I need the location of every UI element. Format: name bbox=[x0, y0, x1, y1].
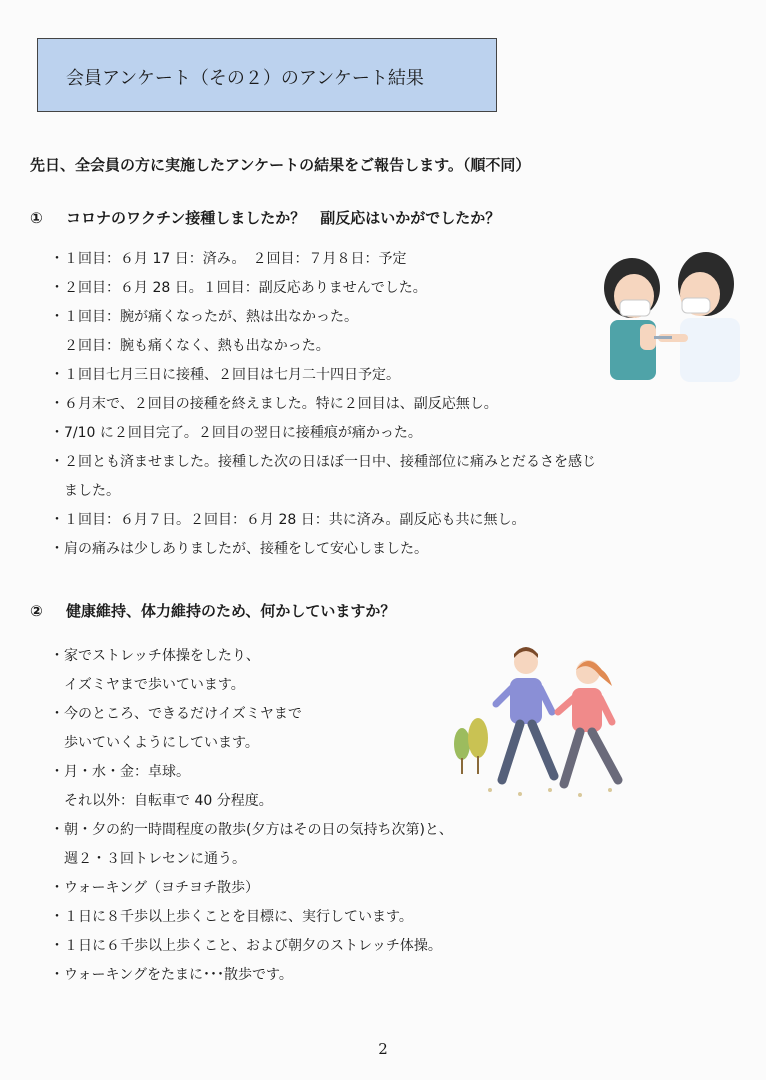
answer-item: ・ウォーキング（ヨチヨチ散歩） bbox=[50, 880, 260, 896]
answer-item: ・肩の痛みは少しありましたが、接種をして安心しました。 bbox=[50, 541, 428, 557]
question-1-number: ① bbox=[30, 209, 43, 227]
page-number: 2 bbox=[378, 1040, 388, 1058]
question-1-text: コロナのワクチン接種しましたか？ 副反応はいかがでしたか？ bbox=[66, 209, 501, 227]
page-title: 会員アンケート（その２）のアンケート結果 bbox=[66, 68, 424, 89]
question-2 bbox=[30, 600, 395, 621]
answer-item: 歩いていくようにしています。 bbox=[50, 735, 259, 751]
answer-item: ・１回目：腕が痛くなったが、熱は出なかった。 bbox=[50, 309, 358, 325]
answer-item: ２回目：腕も痛くなく、熱も出なかった。 bbox=[50, 338, 330, 354]
answer-item: ・ウォーキングをたまに･･･散歩です。 bbox=[50, 967, 293, 983]
answer-item: ・６月末で、２回目の接種を終えました。特に２回目は、副反応無し。 bbox=[50, 396, 498, 412]
intro-text: 先日、全会員の方に実施したアンケートの結果をご報告します。（順不同） bbox=[30, 156, 531, 174]
answer-item: ・7/10 に２回目完了。２回目の翌日に接種痕が痛かった。 bbox=[50, 425, 422, 441]
answer-item: ・２回とも済ませました。接種した次の日ほぼ一日中、接種部位に痛みとだるさを感じ bbox=[50, 454, 596, 470]
answer-item: ・１回目七月三日に接種、２回目は七月二十四日予定。 bbox=[50, 367, 400, 383]
question-2-text: 健康維持、体力維持のため、何かしていますか？ bbox=[66, 602, 396, 620]
answer-item: ・１回目：６月７日。２回目：６月 28 日：共に済み。副反応も共に無し。 bbox=[50, 512, 526, 528]
answer-item: ・朝・夕の約一時間程度の散歩(夕方はその日の気持ち次第)と、 bbox=[50, 822, 453, 838]
answer-item: ・今のところ、できるだけイズミヤまで bbox=[50, 706, 302, 722]
answer-item: ました。 bbox=[50, 483, 120, 499]
title-box bbox=[37, 38, 497, 112]
question-1 bbox=[30, 207, 500, 228]
answer-item: ・１日に６千歩以上歩くこと、および朝夕のストレッチ体操。 bbox=[50, 938, 442, 954]
answer-item: ・２回目：６月 28 日。１回目：副反応ありませんでした。 bbox=[50, 280, 427, 296]
question-2-answers bbox=[50, 642, 453, 990]
answer-item: それ以外：自転車で 40 分程度。 bbox=[50, 793, 273, 809]
vaccination-illustration bbox=[596, 248, 744, 384]
answer-item: ・家でストレッチ体操をしたり、 bbox=[50, 648, 260, 664]
answer-item: ・１日に８千歩以上歩くことを目標に、実行しています。 bbox=[50, 909, 413, 925]
question-1-answers bbox=[50, 245, 596, 564]
walking-illustration bbox=[450, 640, 634, 802]
question-2-number: ② bbox=[30, 602, 43, 620]
answer-item: イズミヤまで歩いています。 bbox=[50, 677, 245, 693]
answer-item: ・月・水・金：卓球。 bbox=[50, 764, 190, 780]
answer-item: 週２・３回トレセンに通う。 bbox=[50, 851, 246, 867]
answer-item: ・１回目：６月 17 日：済み。 ２回目：７月８日：予定 bbox=[50, 251, 407, 267]
